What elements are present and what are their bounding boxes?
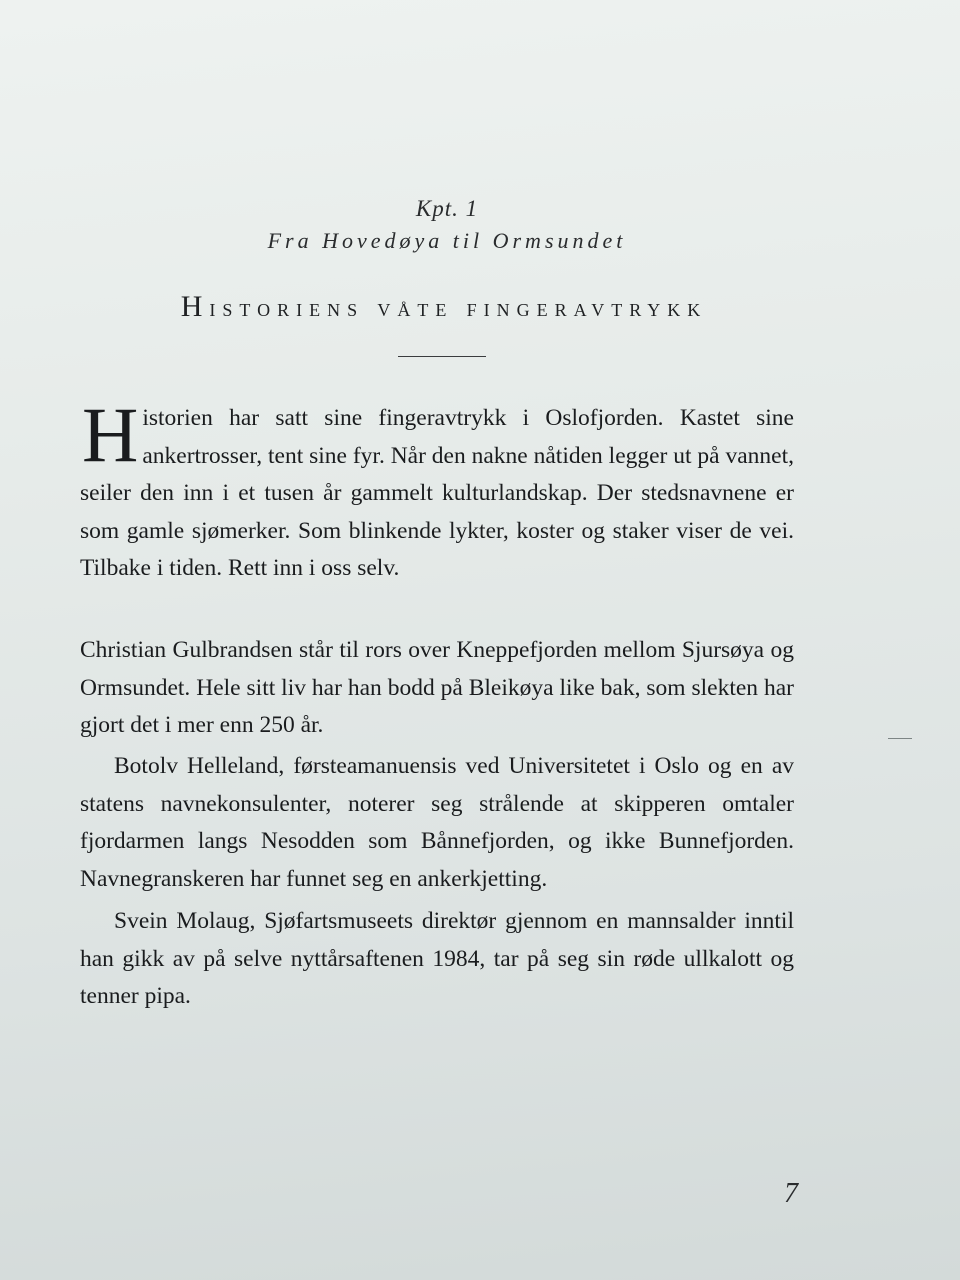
chapter-heading [0,290,888,324]
heading-initial: H [180,290,210,323]
paragraph-3: Botolv Helleland, førsteamanuensis ved Universitetet i Oslo og en av statens navnekonsulenter, noterer seg strålende at skipperen omtaler fjordarmen langs Nesodden som Bånnefjorden, og ikke Bunnefjorden. Navnegranskeren har funnet seg en ankerkjetting. [80,753,794,892]
drop-cap: H [82,391,139,478]
paragraph-4: Svein Molaug, Sjøfartsmuseets direktør gjennom en mannsalder inntil han gikk av på selve nyttårsaftenen 1984, tar på seg sin røde ullkalott og tenner pipa. [80,908,794,1009]
paragraph-2: Christian Gulbrandsen står til rors over Kneppefjorden mellom Sjursøya og Ormsundet. Hele sitt liv har han bodd på Bleikøya like bak, som slekten har gjort det i mer enn 250 år. [80,637,794,738]
heading-divider [398,356,486,357]
heading-rest: istoriens våte fingeravtrykk [209,295,708,322]
chapter-number: Kpt. 1 [415,196,479,221]
page-number: 7 [784,1178,798,1209]
paragraph-1 [80,391,794,588]
paragraph-1-text: istorien har satt sine fingeravtrykk i Oslofjorden. Kastet sine ankertrosser, tent sine fyr. Når den nakne nåtiden legger ut på vannet, seiler den inn i et tusen år gammelt kulturlandskap. Der stedsnavnene er som gamle sjømerker. Som blinkende lykter, koster og staker viser de vei. Tilbake i tiden. Rett inn i oss selv. [80,405,794,581]
page-edge-mark [888,738,912,739]
chapter-subtitle: Fra Hovedøya til Ormsundet [267,228,627,253]
